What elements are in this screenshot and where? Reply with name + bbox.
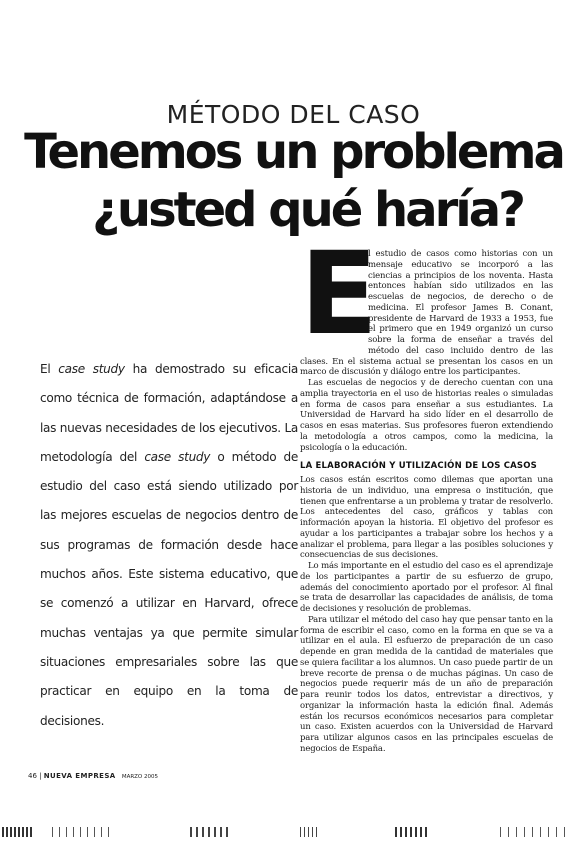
- body-paragraph-3: Los casos están escritos como dilemas que aportan una historia de un individuo, una empresa o institución, que tienen que enfrentarse a un problema y tratar de resolverlo. Los antecedentes del caso, gráficos y tablas con información apoyan la historia. El objetivo del profesor es ayudar a los participantes a trabajar sobre los hechos y a analizar el problema, para llegar a las posibles soluciones y consecuencias de sus decisiones.: [300, 475, 553, 561]
- section-subheading: LA ELABORACIÓN Y UTILIZACIÓN DE LOS CASOS: [300, 461, 538, 472]
- body-paragraph-1: l estudio de casos como historias con un mensaje educativo se incorporó a las ciencias a principios de los noventa. Hasta entonces habían sido utilizados en las escuelas de negocios, de derecho o de medicina. El profesor James B. Conant, presidente de Harvard de 1933 a 1953, fue el primero que en 1949 organizó un curso sobre la forma de enseñar a través del método del caso incluido dentro de las clases. En el sistema actual se presentan los casos en un marco de discusión y diálogo entre los participantes.: [300, 249, 553, 378]
- lead-emphasis-2: case study: [144, 449, 211, 464]
- scan-artifact: [500, 827, 570, 837]
- page-number: 46: [28, 772, 37, 780]
- body-paragraph-5: Para utilizar el método del caso hay que pensar tanto en la forma de escribir el caso, como en la forma en que se va a utilizar en el aula. El esfuerzo de preparación de un caso depende en gran medida de la cantidad de materiales que se quiera facilitar a los alumnos. Un caso puede partir de un breve recorte de prensa o de muchas páginas. Un caso de negocios puede requerir más de un año de preparación para reunir todos los datos, entrevistar a directivos, y organizar la información hasta la edición final. Además están los recursos económicos necesarios para completar un caso. Existen acuerdos con la Universidad de Harvard para utilizar algunos casos en las principales escuelas de negocios de España.: [300, 614, 554, 754]
- body-paragraph-4: Lo más importante en el estudio del caso es el aprendizaje de los participantes a partir de su esfuerzo de grupo, además del conocimiento aportado por el profesor. Al final se trata de desarrollar las capacidades de análisis, de toma de decisiones y resolución de problemas.: [300, 561, 553, 614]
- scan-artifact: [2, 827, 32, 837]
- headline-line-2: ¿usted qué haría?: [92, 182, 523, 238]
- lead-text-1: El: [40, 362, 59, 376]
- lead-paragraph: [40, 355, 298, 736]
- article-body: [300, 227, 554, 755]
- headline-line-1: Tenemos un problema: [24, 124, 563, 180]
- lead-text-2: ha demostrado su eficacia como técnica de formación, adaptándose a las nuevas necesidades de los ejecutivos. La metodología del: [40, 362, 298, 464]
- lead-emphasis-1: case study: [58, 362, 125, 376]
- body-paragraph-2: Las escuelas de negocios y de derecho cuentan con una amplia trayectoria en el uso de historias reales o simuladas en forma de casos para enseñar a sus estudiantes. La Universidad de Harvard ha sido líder en el desarrollo de casos en esas materias. Sus profesores fueron extendiendo la metodología a otros campos, como la medicina, la psicología o la educación.: [300, 378, 553, 453]
- scan-artifact: [52, 827, 112, 837]
- scan-artifact: [300, 827, 320, 837]
- issue-date: MARZO 2005: [121, 774, 158, 780]
- scan-artifact: [190, 827, 230, 837]
- drop-cap: E: [300, 227, 378, 360]
- page-footer: [28, 772, 158, 780]
- footer-separator: |: [39, 772, 42, 780]
- lead-text-3: o método de estudio del caso está siendo utilizado por las mejores escuelas de negocios dentro de sus programas de formación desde hace muchos años. Este sistema educativo, que se comenzó a utilizar en Harvard, ofrece muchas ventajas ya que permite simular situaciones empresariales sobre las que practicar en equipo en la toma de decisiones.: [40, 449, 299, 728]
- magazine-name: NUEVA EMPRESA: [43, 772, 116, 780]
- section-kicker: MÉTODO DEL CASO: [166, 100, 421, 129]
- scan-artifact: [395, 827, 430, 837]
